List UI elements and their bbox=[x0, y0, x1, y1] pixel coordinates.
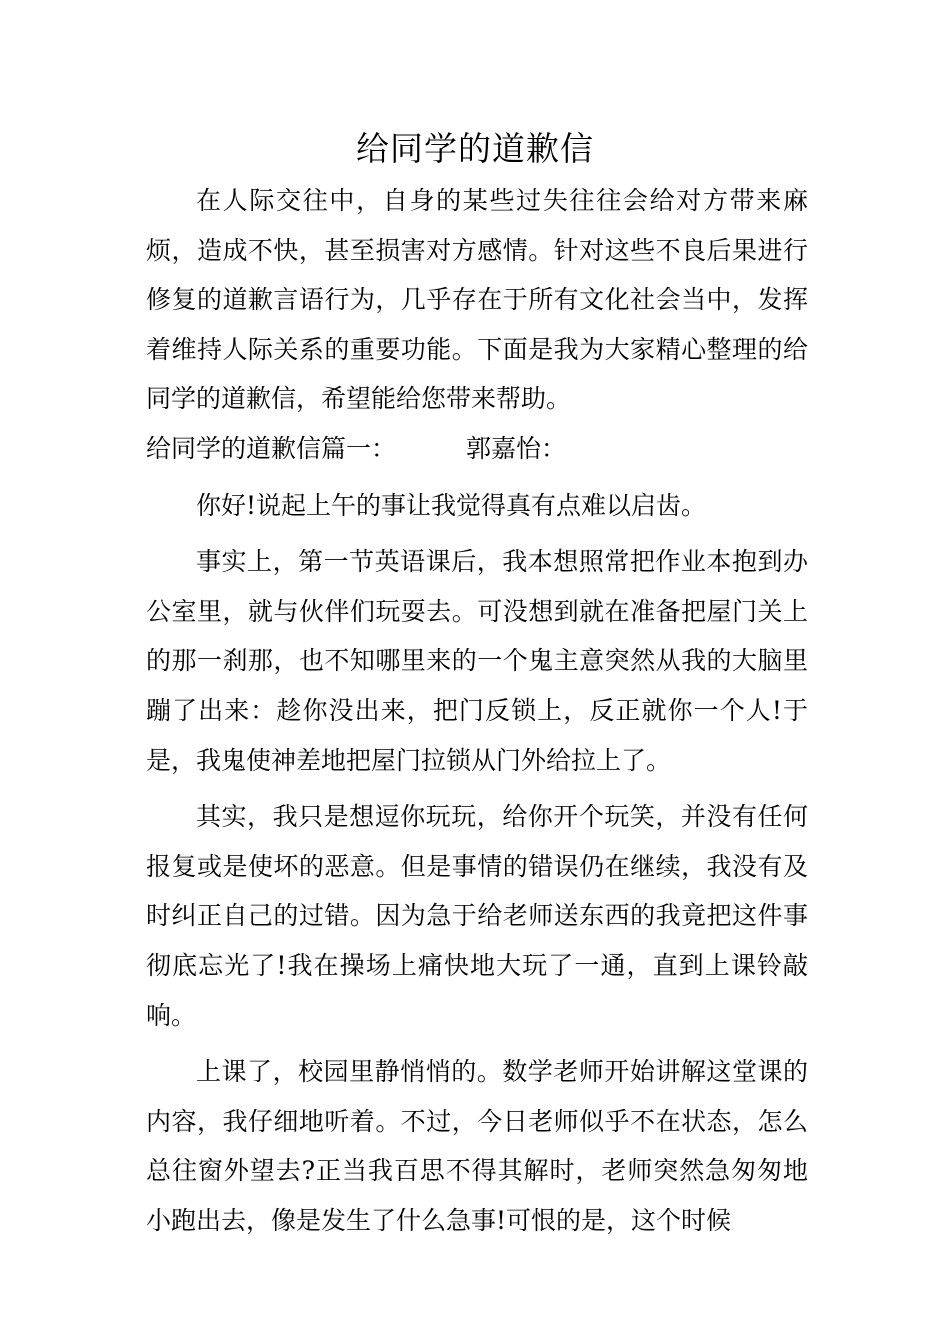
recipient-salutation: 郭嘉怡： bbox=[466, 433, 567, 463]
letter-paragraph: 其实，我只是想逗你玩玩，给你开个玩笑，并没有任何报复或是使坏的恶意。但是事情的错误仍在继续，我没有及时纠正自己的过错。因为急于给老师送东西的我竟把这件事彻底忘光了!我在操场上痛快地大玩了一通，直到上课铃敲响。 bbox=[146, 802, 808, 1030]
section-heading: 给同学的道歉信篇一： bbox=[146, 433, 397, 463]
intro-paragraph: 在人际交往中，自身的某些过失往往会给对方带来麻烦，造成不快，甚至损害对方感情。针对这些不良后果进行修复的道歉言语行为，几乎存在于所有文化社会当中，发挥着维持人际关系的重要功能。下面是我为大家精心整理的给同学的道歉信，希望能给您带来帮助。 bbox=[146, 186, 808, 414]
document-title: 给同学的道歉信 bbox=[356, 129, 594, 168]
letter-paragraph: 上课了，校园里静悄悄的。数学老师开始讲解这堂课的内容，我仔细地听着。不过，今日老师似乎不在状态，怎么总往窗外望去?正当我百思不得其解时，老师突然急匆匆地小跑出去，像是发生了什么急事!可恨的是，这个时候 bbox=[146, 1057, 808, 1235]
document-body bbox=[146, 176, 808, 1245]
letter-paragraph: 事实上，第一节英语课后，我本想照常把作业本抱到办公室里，就与伙伴们玩耍去。可没想到就在准备把屋门关上的那一刹那，也不知哪里来的一个鬼主意突然从我的大脑里蹦了出来：趁你没出来，把门反锁上，反正就你一个人!于是，我鬼使神差地把屋门拉锁从门外给拉上了。 bbox=[146, 547, 808, 775]
letter-paragraph: 你好!说起上午的事让我觉得真有点难以启齿。 bbox=[196, 490, 707, 520]
section-heading-line bbox=[146, 424, 808, 474]
